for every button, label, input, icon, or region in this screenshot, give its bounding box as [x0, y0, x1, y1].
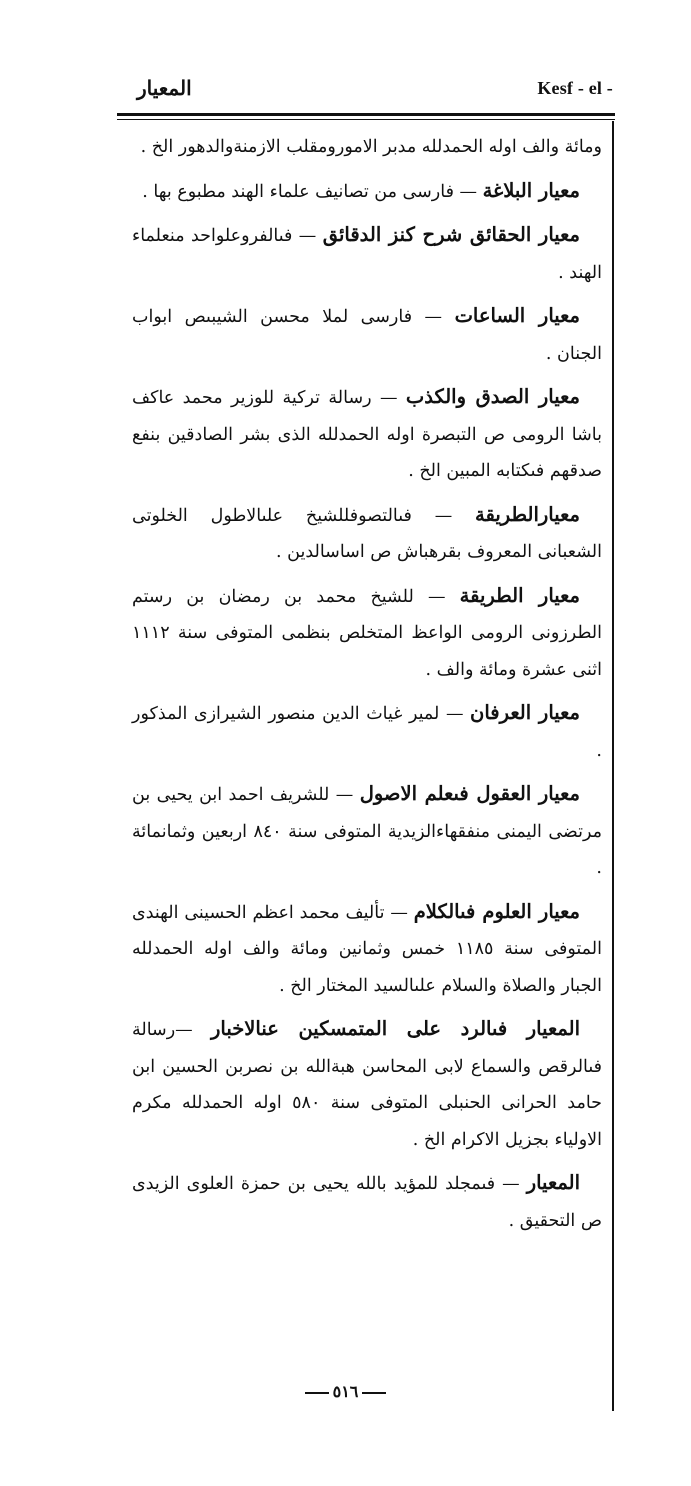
entry-continuation — [132, 128, 602, 166]
entry-title: معيار العلوم فىالكلام — [413, 899, 580, 923]
margin-rule — [612, 121, 614, 1411]
entry — [132, 695, 602, 769]
entry-title: معيار الحقائق شرح كنز الدقائق — [322, 223, 580, 246]
entry — [132, 173, 602, 211]
page-number: ٥١٦ — [332, 1382, 359, 1401]
running-head-latin: Kesf - el - — [537, 78, 613, 98]
entry-title: معيارالطريقة — [475, 502, 580, 526]
page-header — [117, 70, 613, 110]
entry-body: — لمير غياث الدين منصور الشيرازى المذكور . — [132, 704, 602, 761]
entry-title: معيار الطريقة — [459, 583, 580, 607]
entry-body: — فىمجلد للمؤيد بالله يحيى بن حمزة العلوى الزيدى ص التحقيق . — [132, 1174, 602, 1231]
entry-body: — فىالتصوفللشيخ علىالاطول الخلوتى الشعبانى المعروف بقرهباش ص اساسالدين . — [132, 505, 602, 562]
entry — [132, 379, 602, 490]
entry-body: — فىالفروعلواحد منعلماء الهند . — [132, 226, 602, 283]
entry-body: — للشيخ محمد بن رمضان بن رستم الطرزونى الرومى الواعظ المتخلص بنظمى المتوفى سنة ١١١٢ اثنى عشرة ومائة والف . — [132, 586, 602, 680]
entry-body: — فارسى لملا محسن الشيبىص ابواب الجنان . — [132, 307, 602, 364]
entry-title: معيار العقول فىعلم الاصول — [359, 782, 580, 805]
entry — [132, 217, 602, 291]
entry-body: — تأليف محمد اعظم الحسينى الهندى المتوفى سنة ١١٨٥ خمس وثمانين ومائة والف اوله الحمدلله الجبار والصلاة والسلام علىالسيد المختار الخ . — [132, 902, 602, 996]
entry-body: —رسالة فىالرقص والسماع لابى المحاسن هبةالله بن نصربن الحسين ابن حامد الحرانى الحنبلى المتوفى سنة ٥٨٠ اوله الحمدلله مكرم الاولياء بجزيل الاكرام الخ . — [132, 1020, 602, 1150]
footer-dash — [305, 1392, 329, 1394]
entry — [132, 578, 602, 689]
page-footer — [0, 1382, 691, 1401]
header-rule-thick — [117, 113, 615, 116]
entry-body: — فارسى من تصانيف علماء الهند مطبوع بها . — [142, 181, 483, 202]
entry-title: معيار البلاغة — [482, 178, 580, 202]
entries-column — [132, 128, 602, 1246]
entry-body: ومائة والف اوله الحمدلله مدبر الامورومقلب الازمنةوالدهور الخ . — [140, 137, 602, 157]
entry — [132, 1165, 602, 1239]
entry — [132, 776, 602, 887]
entry — [132, 1011, 602, 1158]
running-head-arabic: المعيار — [137, 76, 192, 100]
entry-title: معيار العرفان — [470, 701, 581, 724]
entry — [132, 894, 602, 1005]
footer-dash — [362, 1392, 386, 1394]
entry-title: المعيار فىالرد على المتمسكين عنالاخبار — [211, 1017, 581, 1040]
entry-body: — رسالة تركية للوزير محمد عاكف باشا الرومى ص التبصرة اوله الحمدلله الذى بشر الصادقين بنفع صدقهم فىكتابه المبين الخ . — [132, 388, 602, 481]
entry — [132, 497, 602, 571]
header-rule-thin — [117, 119, 615, 120]
entry-title: معيار الساعات — [454, 304, 581, 327]
entry-title: المعيار — [526, 1171, 580, 1194]
entry-body: — للشريف احمد ابن يحيى بن مرتضى اليمنى منفقهاءالزيدية المتوفى سنة ٨٤٠ اربعين وثمانمائة . — [132, 785, 603, 878]
entry-title: معيار الصدق والكذب — [405, 385, 580, 408]
entry — [132, 298, 602, 372]
